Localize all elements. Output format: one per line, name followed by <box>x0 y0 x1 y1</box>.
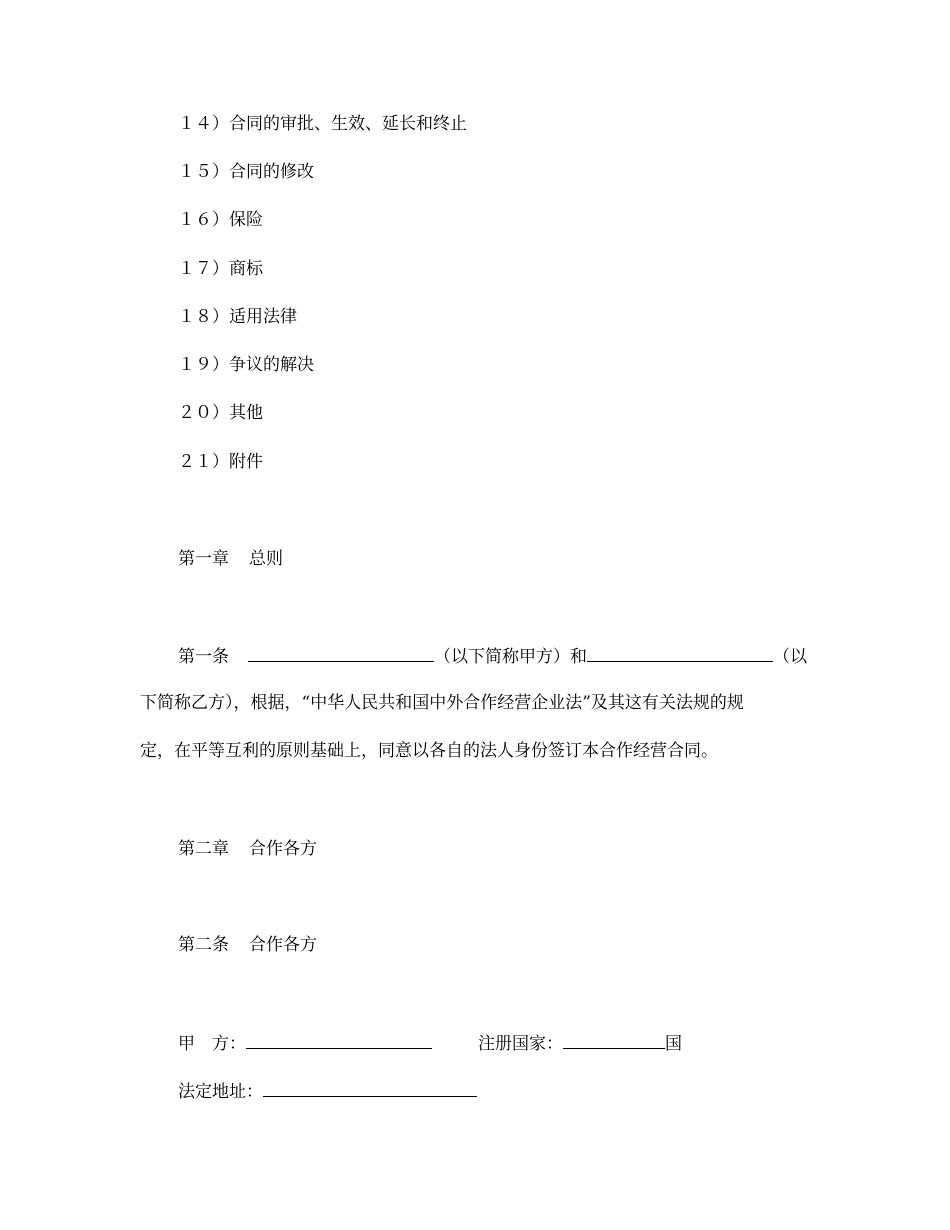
toc-item-21 <box>178 450 263 474</box>
country-blank[interactable] <box>563 1030 665 1049</box>
toc-text: 保险 <box>229 210 263 230</box>
address-blank[interactable] <box>263 1078 477 1097</box>
toc-item-14 <box>178 112 467 136</box>
chapter-2-heading <box>178 837 317 861</box>
party-a-label: 甲 方： <box>178 1034 246 1054</box>
article-2-heading <box>178 933 317 957</box>
article-label: 第一条 <box>178 647 229 667</box>
toc-text: 其他 <box>229 403 263 423</box>
toc-number: １４） <box>178 114 229 134</box>
toc-text: 适用法律 <box>229 307 297 327</box>
party-a-suffix: （以下简称甲方）和 <box>434 647 587 667</box>
toc-text: 争议的解决 <box>229 355 314 375</box>
toc-item-20 <box>178 401 263 425</box>
country-label: 注册国家： <box>478 1034 563 1054</box>
toc-item-17 <box>178 257 263 281</box>
chapter-1-heading <box>178 547 283 571</box>
party-b-suffix: （以 <box>773 647 807 667</box>
toc-item-16 <box>178 208 263 232</box>
country-suffix: 国 <box>665 1034 682 1054</box>
toc-number: １８） <box>178 307 229 327</box>
toc-item-15 <box>178 160 314 184</box>
toc-number: ２０） <box>178 403 229 423</box>
party-a-name-blank[interactable] <box>248 643 434 662</box>
legal-address-line <box>178 1078 477 1102</box>
toc-text: 商标 <box>229 259 263 279</box>
toc-number: １７） <box>178 259 229 279</box>
article-1-line-2: 下简称乙方），根据，“中华人民共和国中外合作经营企业法”及其这有关法规的规 <box>140 693 744 713</box>
toc-number: ２１） <box>178 452 229 472</box>
toc-number: １６） <box>178 210 229 230</box>
article-1-line-3: 定，在平等互利的原则基础上，同意以各自的法人身份签订本合作经营合同。 <box>140 741 718 761</box>
toc-number: １９） <box>178 355 229 375</box>
article-label: 第二条 <box>178 935 229 955</box>
address-label: 法定地址： <box>178 1082 263 1102</box>
toc-number: １５） <box>178 162 229 182</box>
toc-text: 合同的审批、生效、延长和终止 <box>229 114 467 134</box>
toc-item-18 <box>178 305 297 329</box>
article-title: 合作各方 <box>249 935 317 955</box>
toc-text: 附件 <box>229 452 263 472</box>
party-b-name-blank[interactable] <box>587 643 773 662</box>
toc-text: 合同的修改 <box>229 162 314 182</box>
chapter-title: 总则 <box>249 549 283 569</box>
chapter-title: 合作各方 <box>249 839 317 859</box>
party-a-line <box>178 1030 682 1054</box>
party-a-blank[interactable] <box>246 1030 432 1049</box>
toc-item-19 <box>178 353 314 377</box>
article-1-line-1 <box>178 643 807 667</box>
chapter-label: 第一章 <box>178 549 229 569</box>
chapter-label: 第二章 <box>178 839 229 859</box>
